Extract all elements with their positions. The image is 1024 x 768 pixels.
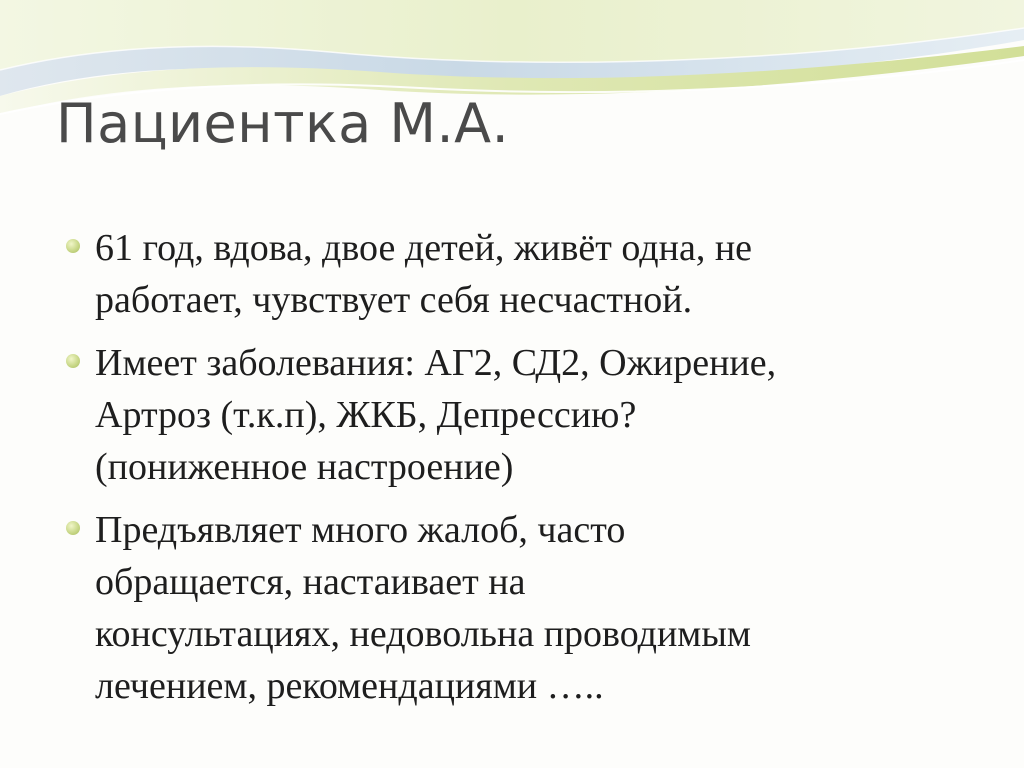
- bullet-line: 61 год, вдова, двое детей, живёт одна, не: [95, 227, 753, 269]
- bullet-list: [66, 222, 966, 723]
- bullet-line: Предъявляет много жалоб, часто: [95, 509, 626, 551]
- bullet-line: обращается, настаивает на: [95, 561, 526, 603]
- bullet-dot-icon: [66, 521, 80, 535]
- bullet-line: Артроз (т.к.п), ЖКБ, Депрессию?: [95, 394, 637, 436]
- bullet-line: (пониженное настроение): [95, 446, 514, 488]
- bullet-item: [66, 504, 966, 712]
- bullet-line: Имеет заболевания: АГ2, СД2, Ожирение,: [95, 342, 777, 384]
- bullet-dot-icon: [66, 239, 80, 253]
- bullet-item: [66, 222, 966, 326]
- bullet-line: лечением, рекомендациями …..: [95, 665, 604, 707]
- slide-title: Пациентка М.А.: [56, 92, 510, 155]
- bullet-line: консультациях, недовольна проводимым: [95, 613, 751, 655]
- bullet-item: [66, 337, 966, 493]
- bullet-line: работает, чувствует себя несчастной.: [95, 279, 693, 321]
- bullet-dot-icon: [66, 354, 80, 368]
